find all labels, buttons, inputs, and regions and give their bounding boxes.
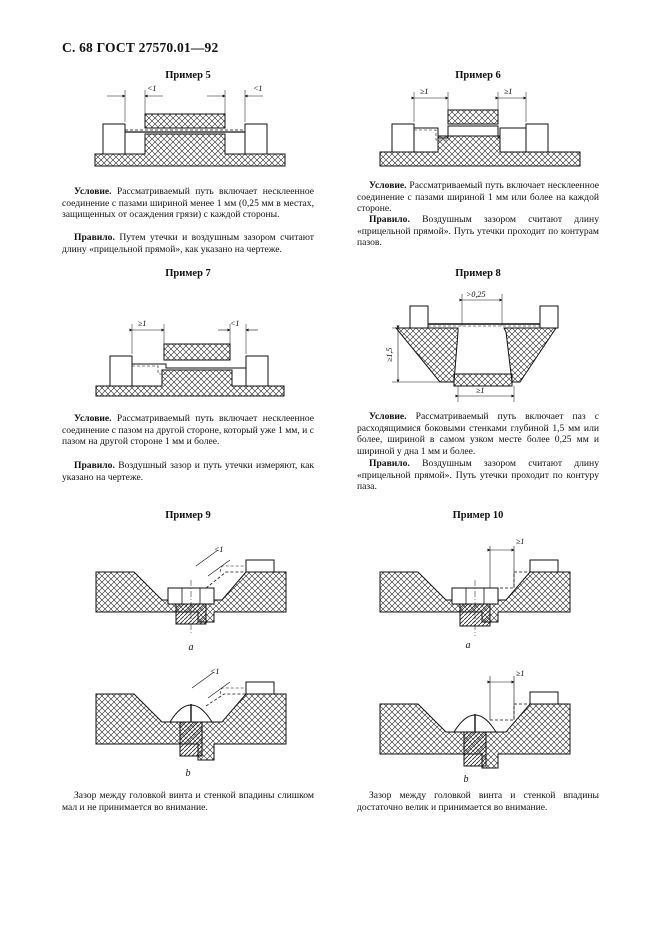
example-7-rule: Правило. Воздушный зазор и путь утечки измеряют, как указано на чертеже. (62, 460, 314, 483)
example-10-caption: Зазор между головкой винта и стенкой впадины достаточно велик и принимается во внимание. (357, 790, 599, 813)
example-8-figure (380, 286, 580, 406)
example-8-title: Пример 8 (455, 268, 501, 279)
dim-label: <1 (147, 84, 157, 93)
example-9a-figure (96, 540, 296, 640)
example-8-rule: Правило. Воздушным зазором считают длину «прицельной прямой». Путь утечки проходит по контуру паза. (357, 458, 599, 493)
dim-label: ≥1 (138, 319, 147, 328)
dim-label: <1 (214, 545, 224, 554)
example-5-condition: Условие. Рассматриваемый путь включает несклеенное соединение с пазами шириной менее 1 мм (0,25 мм в местах, защищенных от осаждения грязи) с каждой стороны. (62, 186, 314, 221)
example-10b-figure (380, 664, 580, 772)
page-header: С. 68 ГОСТ 27570.01—92 (62, 40, 219, 55)
example-10-title: Пример 10 (452, 510, 504, 521)
dim-label: ≥1,5 (385, 347, 394, 362)
dim-label: ≥1 (420, 87, 429, 96)
dim-label: ≥1 (476, 386, 485, 395)
subfigure-label: b (463, 774, 469, 785)
example-9b-figure (96, 660, 296, 764)
example-5-title: Пример 5 (165, 70, 211, 81)
dim-label: ≥1 (516, 669, 525, 678)
example-8-condition: Условие. Рассматриваемый путь включает паз с расходящимися боковыми стенками глубиной 1,5 мм или более, шириной в самом узком месте более 0,25 мм и шириной у дна 1 мм и более. (357, 411, 599, 457)
dim-label: <1 (253, 84, 263, 93)
example-6-rule: Правило. Воздушным зазором считают длину «прицельной прямой». Путь утечки проходит по контурам пазов. (357, 214, 599, 249)
dim-label: ≥1 (504, 87, 513, 96)
example-5-rule: Правило. Путем утечки и воздушным зазором считают длину «прицельной прямой», как указано на чертеже. (62, 232, 314, 255)
example-10a-figure (380, 528, 580, 640)
subfigure-label: b (185, 768, 191, 779)
dim-label: <1 (210, 667, 220, 676)
example-5-figure (95, 82, 295, 170)
example-6-figure (380, 82, 580, 172)
subfigure-label: a (465, 640, 471, 651)
dim-label: <1 (230, 319, 240, 328)
example-9-caption: Зазор между головкой винта и стенкой впадины слишком мал и не принимается во внимание. (62, 790, 314, 813)
example-7-figure (96, 316, 296, 398)
example-6-condition: Условие. Рассматриваемый путь включает несклеенное соединение с пазами шириной 1 мм или более на каждой стороне. (357, 180, 599, 215)
subfigure-label: a (188, 642, 194, 653)
example-7-condition: Условие. Рассматриваемый путь включает несклеенное соединение с пазом на другой стороне, который уже 1 мм, и с пазом на другой стороне 1 мм и более. (62, 413, 314, 448)
example-9-title: Пример 9 (165, 510, 211, 521)
dim-label: ≥1 (516, 537, 525, 546)
example-7-title: Пример 7 (165, 268, 211, 279)
dim-label: >0,25 (466, 290, 486, 299)
example-6-title: Пример 6 (455, 70, 501, 81)
